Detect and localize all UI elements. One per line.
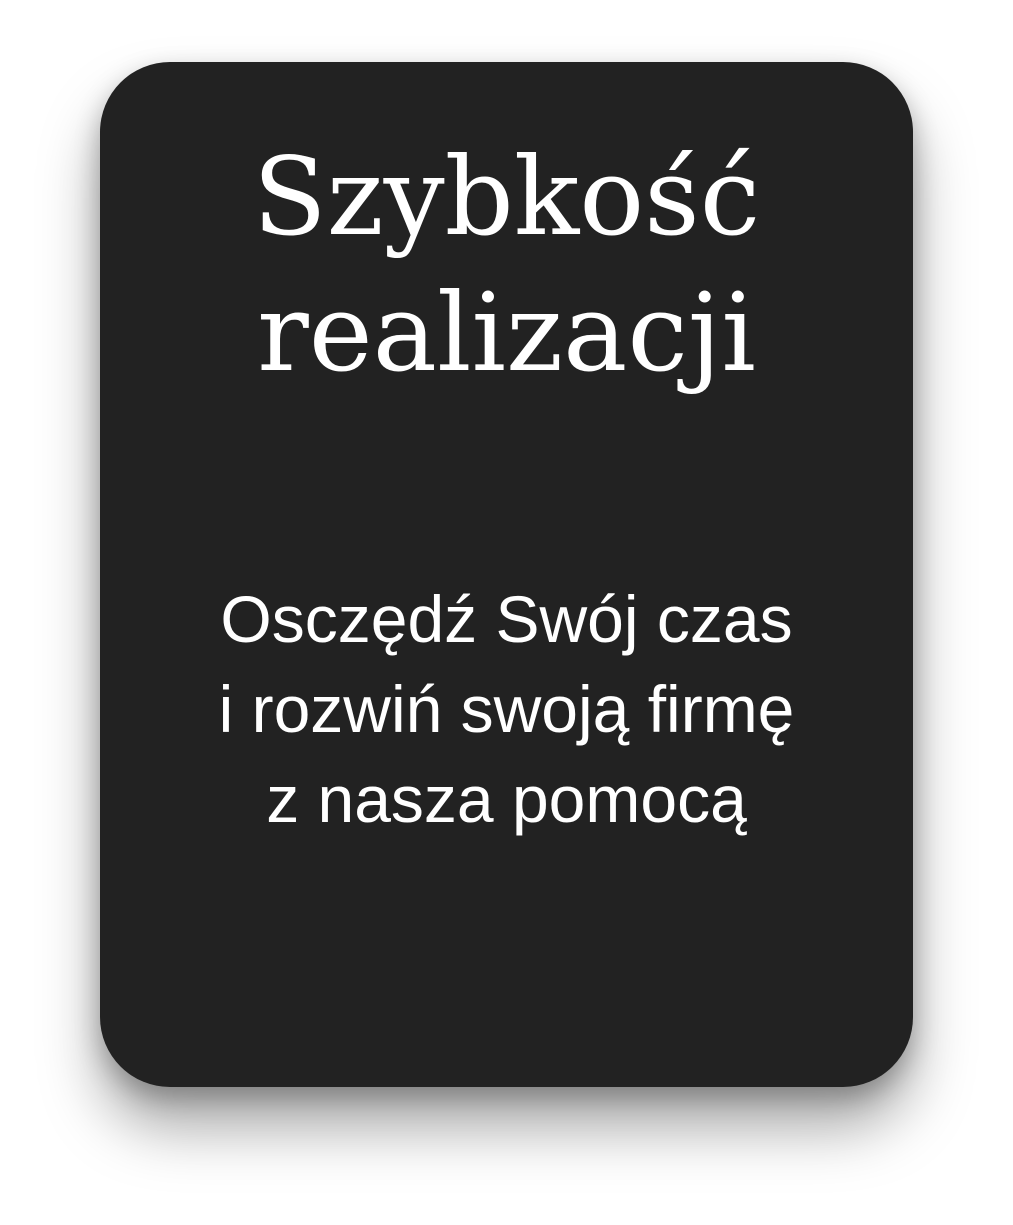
card-description-line-3: z nasza pomocą: [266, 762, 747, 836]
card-title-line-1: Szybkość: [252, 135, 761, 260]
card-title: [100, 130, 913, 402]
card-description-line-2: i rozwiń swoją firmę: [218, 672, 795, 746]
card-title-line-2: realizacji: [257, 271, 756, 396]
card-description-line-1: Osczędź Swój czas: [220, 582, 793, 656]
feature-card: [100, 62, 913, 1087]
card-description: [100, 574, 913, 844]
